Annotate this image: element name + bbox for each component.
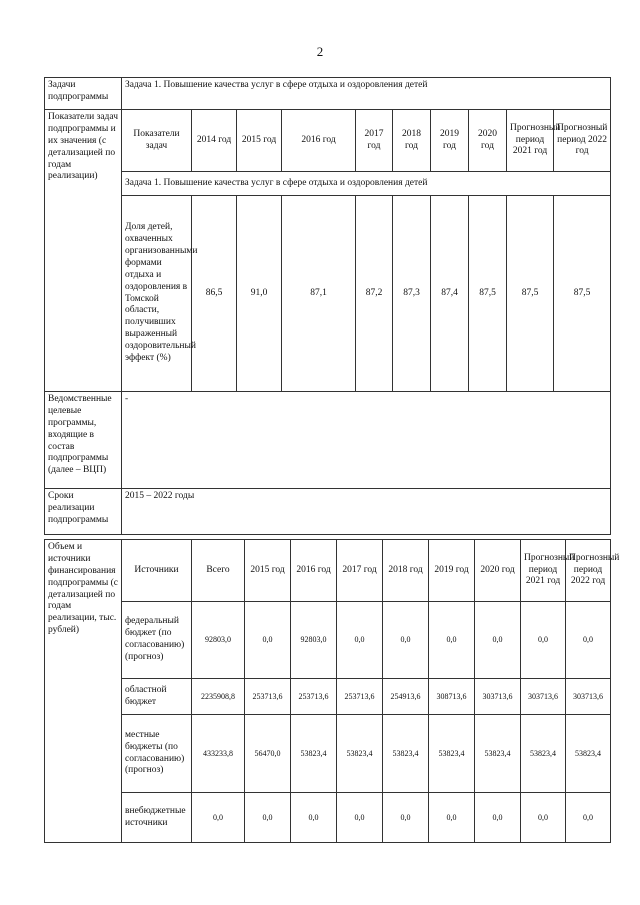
finance-value: 303713,6	[521, 679, 566, 715]
indicator-value: 87,5	[554, 196, 611, 392]
indicator-header: 2019 год	[431, 110, 469, 172]
finance-header: Всего	[192, 540, 245, 602]
finance-header: Прогнозный период 2022 год	[566, 540, 611, 602]
terms-label: Сроки реализации подпрограммы	[45, 489, 122, 535]
finance-value: 0,0	[429, 602, 475, 679]
indicator-value: 87,3	[393, 196, 431, 392]
finance-value: 0,0	[245, 793, 291, 843]
finance-value: 303713,6	[475, 679, 521, 715]
finance-value: 0,0	[521, 793, 566, 843]
finance-value: 253713,6	[337, 679, 383, 715]
indicator-header: 2014 год	[192, 110, 237, 172]
indicator-header: 2018 год	[393, 110, 431, 172]
finance-value: 53823,4	[337, 715, 383, 793]
finance-value: 0,0	[383, 602, 429, 679]
indicator-value: 87,2	[356, 196, 393, 392]
finance-value: 253713,6	[291, 679, 337, 715]
finance-value: 0,0	[566, 793, 611, 843]
finance-value: 0,0	[337, 793, 383, 843]
indicator-value: 87,5	[469, 196, 507, 392]
indicator-header: 2017 год	[356, 110, 393, 172]
indicator-value: 87,5	[507, 196, 554, 392]
indicator-value: 91,0	[237, 196, 282, 392]
finance-header: 2018 год	[383, 540, 429, 602]
finance-header: Прогнозный период 2021 год	[521, 540, 566, 602]
finance-header: 2020 год	[475, 540, 521, 602]
indicator-header: 2015 год	[237, 110, 282, 172]
finance-value: 56470,0	[245, 715, 291, 793]
finance-source: внебюджетные источники	[122, 793, 192, 843]
finance-value: 53823,4	[429, 715, 475, 793]
indicator-header: 2016 год	[282, 110, 356, 172]
finance-value: 0,0	[245, 602, 291, 679]
finance-source: федеральный бюджет (по согласованию) (прогноз)	[122, 602, 192, 679]
finance-value: 53823,4	[383, 715, 429, 793]
tasks-label: Задачи подпрограммы	[45, 78, 122, 110]
finance-value: 0,0	[475, 602, 521, 679]
indicator-name: Доля детей, охваченных организованными формами отдыха и оздоровления в Томской области, получивших выраженный оздоровительный эффект (%)	[122, 196, 192, 392]
indicators-label: Показатели задач подпрограммы и их значения (с детализацией по годам реализации)	[45, 110, 122, 392]
finance-header: Источники	[122, 540, 192, 602]
finance-value: 53823,4	[566, 715, 611, 793]
finance-value: 92803,0	[192, 602, 245, 679]
indicator-value: 86,5	[192, 196, 237, 392]
finance-value: 308713,6	[429, 679, 475, 715]
vcp-label: Ведомственные целевые программы, входящие в состав подпрограммы (далее – ВЦП)	[45, 392, 122, 489]
finance-source: местные бюджеты (по согласованию) (прогноз)	[122, 715, 192, 793]
finance-header: 2019 год	[429, 540, 475, 602]
indicator-header: Прогнозный период 2022 год	[554, 110, 611, 172]
finance-header: 2016 год	[291, 540, 337, 602]
finance-value: 0,0	[337, 602, 383, 679]
finance-value: 0,0	[291, 793, 337, 843]
terms-value: 2015 – 2022 годы	[122, 489, 611, 535]
program-table	[44, 77, 611, 535]
finance-source: областной бюджет	[122, 679, 192, 715]
finance-value: 0,0	[566, 602, 611, 679]
indicator-task-title: Задача 1. Повышение качества услуг в сфере отдыха и оздоровления детей	[122, 172, 611, 196]
finance-value: 0,0	[475, 793, 521, 843]
indicator-header: 2020 год	[469, 110, 507, 172]
finance-header: 2017 год	[337, 540, 383, 602]
finance-table	[44, 539, 620, 843]
vcp-value: -	[122, 392, 611, 489]
finance-value: 254913,6	[383, 679, 429, 715]
finance-value: 53823,4	[521, 715, 566, 793]
finance-value: 92803,0	[291, 602, 337, 679]
finance-value: 303713,6	[566, 679, 611, 715]
finance-value: 53823,4	[291, 715, 337, 793]
finance-value: 0,0	[429, 793, 475, 843]
indicator-header: Прогнозный период 2021 год	[507, 110, 554, 172]
indicator-header: Показатели задач	[122, 110, 192, 172]
finance-header: 2015 год	[245, 540, 291, 602]
page-number: 2	[316, 44, 324, 59]
finance-label: Объем и источники финансирования подпрограммы (с детализацией по годам реализации, тыс. рублей)	[45, 540, 122, 843]
finance-value: 433233,8	[192, 715, 245, 793]
tasks-value: Задача 1. Повышение качества услуг в сфере отдыха и оздоровления детей	[122, 78, 611, 110]
finance-value: 53823,4	[475, 715, 521, 793]
finance-value: 2235908,8	[192, 679, 245, 715]
indicator-value: 87,1	[282, 196, 356, 392]
finance-value: 0,0	[521, 602, 566, 679]
finance-value: 0,0	[383, 793, 429, 843]
finance-value: 0,0	[192, 793, 245, 843]
indicator-value: 87,4	[431, 196, 469, 392]
finance-value: 253713,6	[245, 679, 291, 715]
